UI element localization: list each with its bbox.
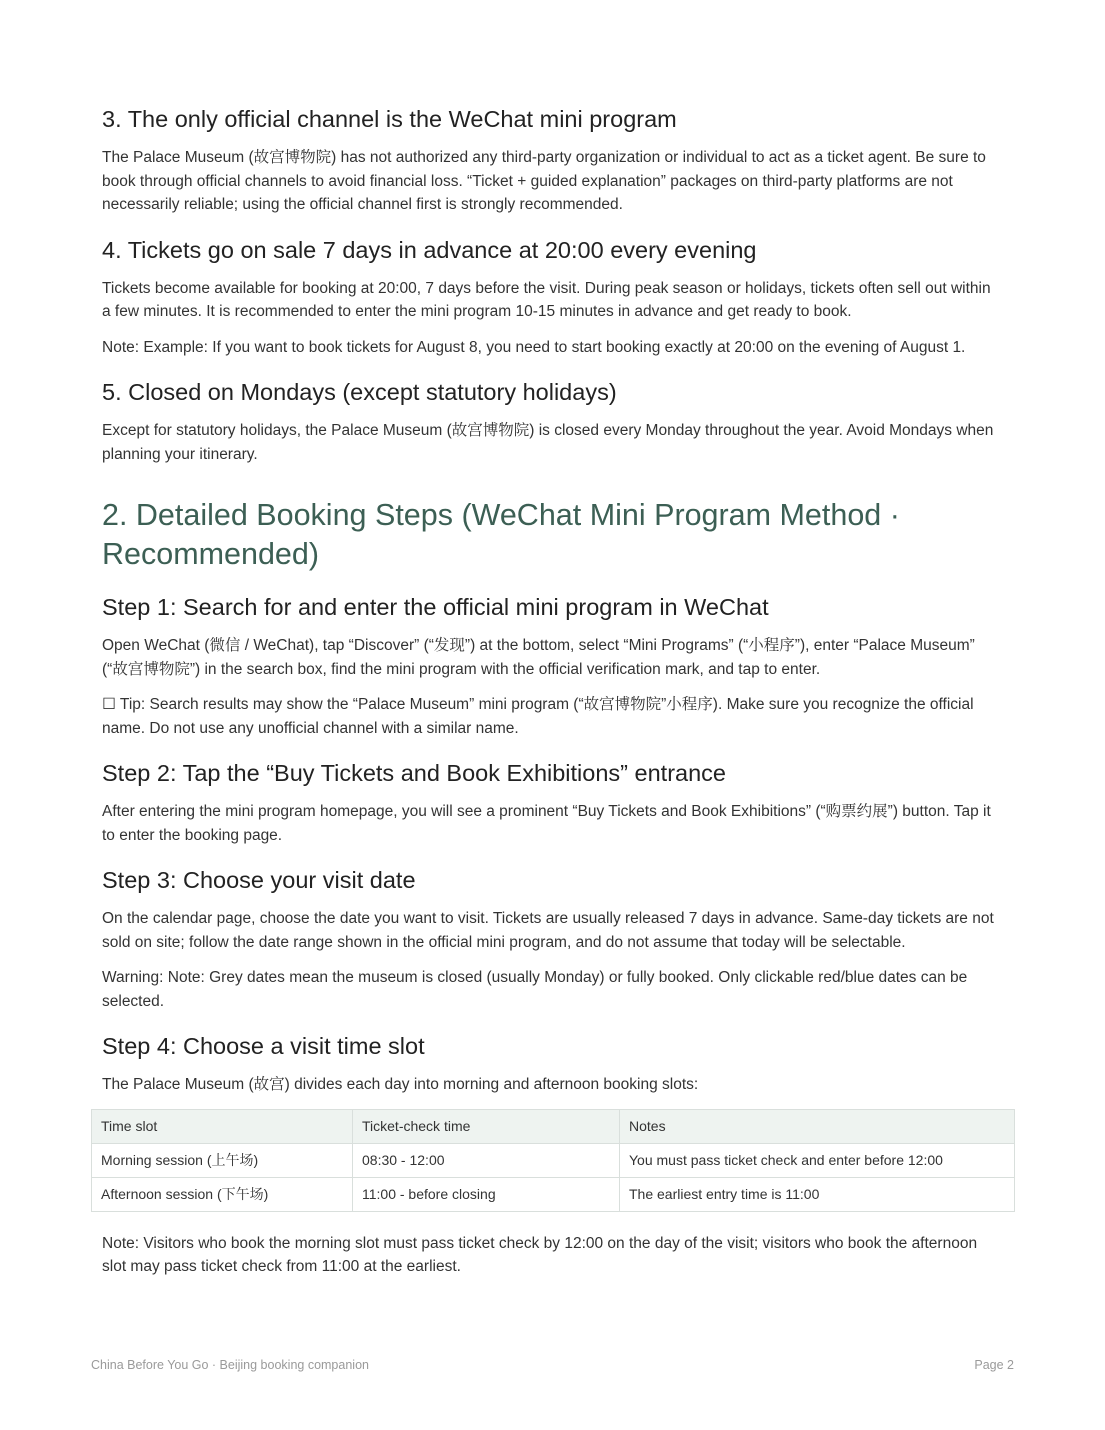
paragraph: Except for statutory holidays, the Palace Museum (故宫博物院) is closed every Monday throughout the year. Avoid Mondays when planning your itinerary. <box>102 422 994 463</box>
main-heading: 2. Detailed Booking Steps (WeChat Mini Program Method · Recommended) <box>102 498 900 571</box>
paragraph: The Palace Museum (故宫) divides each day into morning and afternoon booking slots: <box>102 1076 699 1093</box>
step-4 <box>102 1031 1002 1279</box>
section-heading: 5. Closed on Mondays (except statutory holidays) <box>102 379 617 405</box>
page-content <box>102 104 1002 1291</box>
step-3 <box>102 865 1002 1013</box>
table-header-cell: Ticket-check time <box>353 1109 620 1143</box>
section-heading: 3. The only official channel is the WeChat mini program <box>102 106 677 132</box>
note-paragraph: Note: Example: If you want to book tickets for August 8, you need to start booking exactly at 20:00 on the evening of August 1. <box>102 338 966 356</box>
after-table-note: Note: Visitors who book the morning slot must pass ticket check by 12:00 on the day of the visit; visitors who book the afternoon slot may pass ticket check from 11:00 at the earliest. <box>102 1234 978 1275</box>
table-cell: Morning session (上午场) <box>92 1143 353 1177</box>
step-heading: Step 2: Tap the “Buy Tickets and Book Exhibitions” entrance <box>102 760 726 786</box>
paragraph: The Palace Museum (故宫博物院) has not authorized any third-party organization or individual to act as a ticket agent. Be sure to book through official channels to avoid financial loss. “Ticket + guided explanation” packages on third-party platforms are not necessarily reliable; using the official channel first is strongly recommended. <box>102 149 986 213</box>
step-1 <box>102 592 1002 740</box>
table-header-cell: Notes <box>620 1109 1015 1143</box>
step-heading: Step 3: Choose your visit date <box>102 867 416 893</box>
table-cell: The earliest entry time is 11:00 <box>620 1177 1015 1211</box>
page-number: Page 2 <box>974 1358 1014 1372</box>
paragraph: After entering the mini program homepage, you will see a prominent “Buy Tickets and Book Exhibitions” (“购票约展”) button. Tap it to enter the booking page. <box>102 803 991 844</box>
section-closed-mondays <box>102 377 1002 466</box>
table-row <box>92 1177 1015 1211</box>
table-header-row <box>92 1109 1015 1143</box>
table-cell: 11:00 - before closing <box>353 1177 620 1211</box>
section-heading: 4. Tickets go on sale 7 days in advance at 20:00 every evening <box>102 236 757 263</box>
warning-paragraph: Warning: Note: Grey dates mean the museum is closed (usually Monday) or fully booked. Only clickable red/blue dates can be selected. <box>102 969 968 1010</box>
footer-title: China Before You Go · Beijing booking companion <box>91 1358 369 1372</box>
table-row <box>92 1143 1015 1177</box>
step-heading: Step 4: Choose a visit time slot <box>102 1033 425 1059</box>
time-slot-table-wrap <box>91 1109 1015 1212</box>
table-header-cell: Time slot <box>92 1109 353 1143</box>
tip-paragraph: ☐ Tip: Search results may show the “Palace Museum” mini program (“故宫博物院”小程序). Make sure you recognize the official name. Do not use any unofficial channel with a similar name. <box>102 696 974 737</box>
paragraph: Tickets become available for booking at 20:00, 7 days before the visit. During peak season or holidays, tickets often sell out within a few minutes. It is recommended to enter the mini program 10-15 minutes in advance and get ready to book. <box>102 279 991 320</box>
table-cell: Afternoon session (下午场) <box>92 1177 353 1211</box>
step-heading: Step 1: Search for and enter the official mini program in WeChat <box>102 594 769 620</box>
section-sale-time <box>102 235 1002 360</box>
table-cell: 08:30 - 12:00 <box>353 1143 620 1177</box>
step-2 <box>102 758 1002 847</box>
paragraph: On the calendar page, choose the date you want to visit. Tickets are usually released 7 days in advance. Same-day tickets are not sold on site; follow the date range shown in the official mini program, and do not assume that today will be selectable. <box>102 910 994 951</box>
paragraph: Open WeChat (微信 / WeChat), tap “Discover” (“发现”) at the bottom, select “Mini Programs” (“小程序”), enter “Palace Museum” (“故宫博物院”) in the search box, find the mini program with the official verification mark, and tap to enter. <box>102 637 975 678</box>
time-slot-table <box>91 1109 1015 1212</box>
section-official-channel <box>102 104 1002 217</box>
table-cell: You must pass ticket check and enter before 12:00 <box>620 1143 1015 1177</box>
